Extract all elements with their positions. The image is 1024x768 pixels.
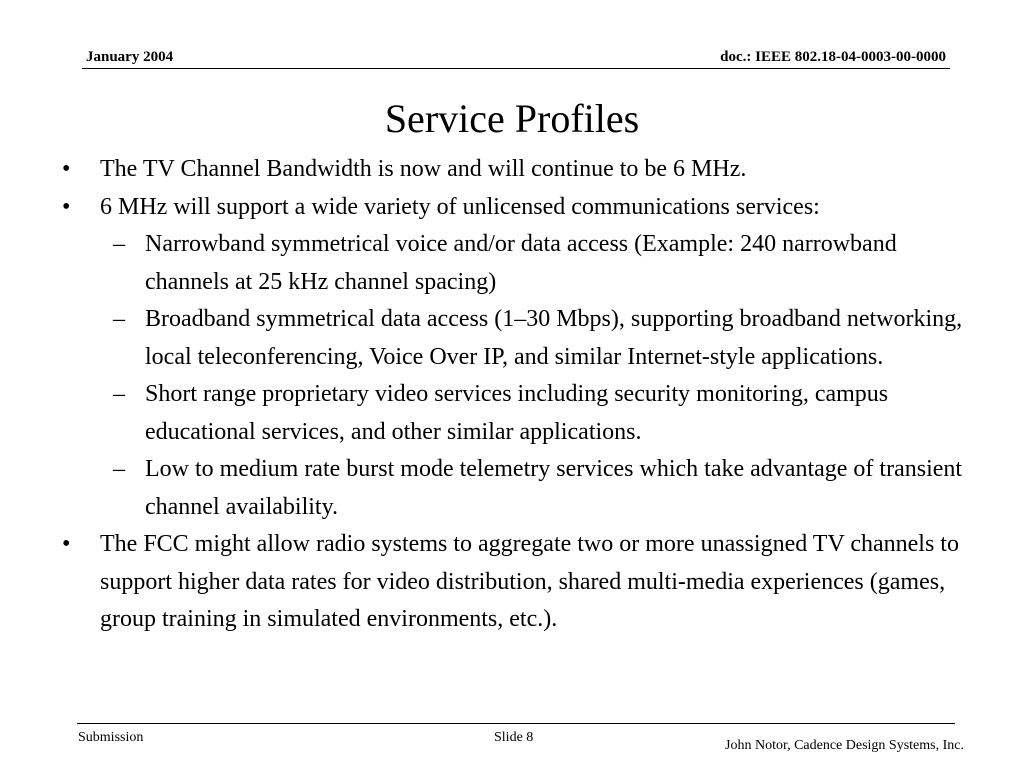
sub-bullet-text: Narrowband symmetrical voice and/or data access (Example: 240 narrowband channels at 25 kHz channel spacing) <box>145 231 897 295</box>
slide-body <box>55 151 985 639</box>
sub-bullet-text: Low to medium rate burst mode telemetry services which take advantage of transient channel availability. <box>145 456 963 520</box>
bullet-text: The TV Channel Bandwidth is now and will continue to be 6 MHz. <box>100 156 747 182</box>
dash-marker: – <box>113 381 125 407</box>
sub-bullet-text: Broadband symmetrical data access (1–30 Mbps), supporting broadband networking, local teleconferencing, Voice Over IP, and similar Internet-style applications. <box>145 306 963 370</box>
sub-bullet-item <box>55 376 985 451</box>
bullet-item <box>55 151 985 189</box>
bullet-item <box>55 189 985 227</box>
slide-title: Service Profiles <box>384 96 640 141</box>
dash-marker: – <box>113 306 125 332</box>
header-divider <box>82 68 950 69</box>
footer-author: John Notor, Cadence Design Systems, Inc. <box>725 738 964 753</box>
dash-marker: – <box>113 456 125 482</box>
footer-submission: Submission <box>78 730 144 745</box>
sub-bullet-item <box>55 301 985 376</box>
bullet-marker: • <box>62 531 71 557</box>
header-doc-id: doc.: IEEE 802.18-04-0003-00-0000 <box>720 49 946 65</box>
slide-number: Slide 8 <box>494 730 534 745</box>
bullet-text: The FCC might allow radio systems to aggregate two or more unassigned TV channels to support higher data rates for video distribution, shared multi-media experiences (games, group training in simulated environments, etc.). <box>100 531 959 632</box>
bullet-marker: • <box>62 156 71 182</box>
bullet-text: 6 MHz will support a wide variety of unlicensed communications services: <box>100 193 820 220</box>
sub-bullet-item <box>55 451 985 526</box>
sub-bullet-item <box>55 226 985 301</box>
bullet-marker: • <box>62 193 71 220</box>
dash-marker: – <box>113 231 125 257</box>
footer-divider <box>77 723 955 724</box>
bullet-item <box>55 526 985 639</box>
sub-bullet-text: Short range proprietary video services including security monitoring, campus educational services, and other similar applications. <box>145 381 889 445</box>
header-date: January 2004 <box>86 49 174 65</box>
